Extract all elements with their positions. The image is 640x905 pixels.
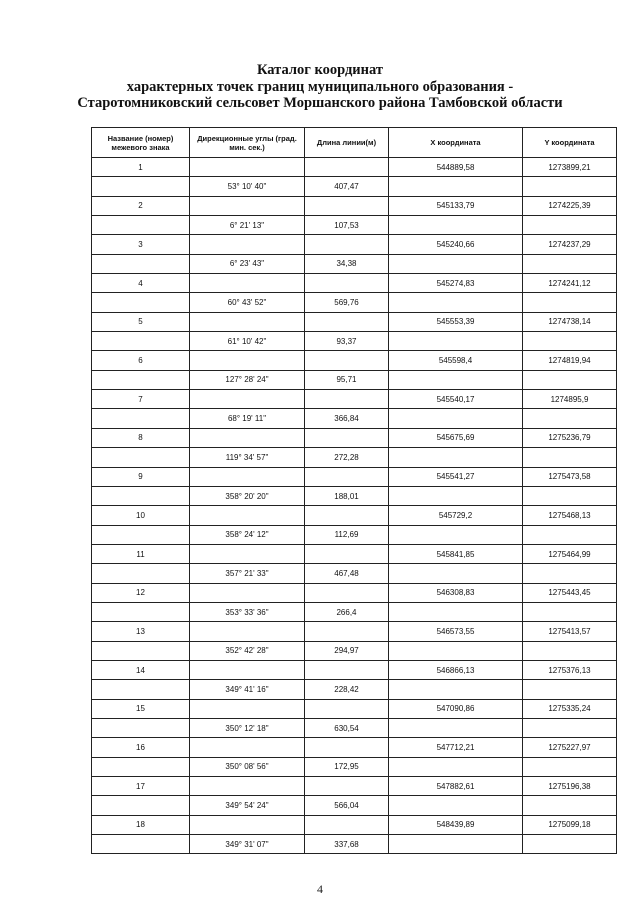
y-coordinate: 1275376,13 <box>523 660 617 679</box>
title-line-1: Каталог координат <box>256 62 384 78</box>
empty-cell <box>92 602 190 621</box>
point-number: 7 <box>92 390 190 409</box>
empty-cell <box>523 564 617 583</box>
x-coordinate: 545133,79 <box>389 196 523 215</box>
empty-cell <box>523 757 617 776</box>
line-length: 366,84 <box>305 409 389 428</box>
page-number: 4 <box>317 882 323 896</box>
empty-cell <box>523 370 617 389</box>
empty-cell <box>523 680 617 699</box>
empty-cell <box>190 235 305 254</box>
direction-angle: 6° 23' 43" <box>190 254 305 273</box>
empty-cell <box>523 718 617 737</box>
empty-cell <box>389 254 523 273</box>
empty-cell <box>92 525 190 544</box>
table-row <box>92 409 617 428</box>
title-line-2: характерных точек границ муниципального образования - <box>126 78 514 95</box>
empty-cell <box>305 583 389 602</box>
empty-cell <box>523 486 617 505</box>
table-row <box>92 564 617 583</box>
direction-angle: 350° 12' 18" <box>190 718 305 737</box>
header-x: X координата <box>389 128 523 158</box>
direction-angle: 68° 19' 11" <box>190 409 305 428</box>
empty-cell <box>305 506 389 525</box>
table-row <box>92 506 617 525</box>
empty-cell <box>92 641 190 660</box>
x-coordinate: 545598,4 <box>389 351 523 370</box>
empty-cell <box>92 835 190 854</box>
line-length: 467,48 <box>305 564 389 583</box>
direction-angle: 6° 21' 13" <box>190 216 305 235</box>
line-length: 407,47 <box>305 177 389 196</box>
y-coordinate: 1275227,97 <box>523 738 617 757</box>
table-row <box>92 448 617 467</box>
empty-cell <box>92 332 190 351</box>
x-coordinate: 545553,39 <box>389 312 523 331</box>
y-coordinate: 1275443,45 <box>523 583 617 602</box>
direction-angle: 53° 10' 40" <box>190 177 305 196</box>
x-coordinate: 548439,89 <box>389 815 523 834</box>
point-number: 2 <box>92 196 190 215</box>
empty-cell <box>92 448 190 467</box>
line-length: 172,95 <box>305 757 389 776</box>
empty-cell <box>389 293 523 312</box>
point-number: 17 <box>92 777 190 796</box>
line-length: 266,4 <box>305 602 389 621</box>
line-length: 272,28 <box>305 448 389 467</box>
empty-cell <box>190 312 305 331</box>
empty-cell <box>389 641 523 660</box>
x-coordinate: 545675,69 <box>389 428 523 447</box>
point-number: 6 <box>92 351 190 370</box>
empty-cell <box>92 564 190 583</box>
empty-cell <box>389 602 523 621</box>
empty-cell <box>305 738 389 757</box>
table-row <box>92 680 617 699</box>
table-row <box>92 254 617 273</box>
empty-cell <box>190 158 305 177</box>
empty-cell <box>523 448 617 467</box>
empty-cell <box>92 680 190 699</box>
direction-angle: 119° 34' 57" <box>190 448 305 467</box>
empty-cell <box>190 777 305 796</box>
table-row <box>92 777 617 796</box>
table-row <box>92 525 617 544</box>
table-row <box>92 390 617 409</box>
table-row <box>92 641 617 660</box>
line-length: 630,54 <box>305 718 389 737</box>
y-coordinate: 1275099,18 <box>523 815 617 834</box>
table-row <box>92 274 617 293</box>
point-number: 11 <box>92 544 190 563</box>
table-row <box>92 815 617 834</box>
y-coordinate: 1274738,14 <box>523 312 617 331</box>
empty-cell <box>305 815 389 834</box>
direction-angle: 349° 54' 24" <box>190 796 305 815</box>
y-coordinate: 1275413,57 <box>523 622 617 641</box>
empty-cell <box>92 216 190 235</box>
x-coordinate: 547712,21 <box>389 738 523 757</box>
document-title <box>0 62 640 112</box>
line-length: 93,37 <box>305 332 389 351</box>
table-row <box>92 428 617 447</box>
table-row <box>92 196 617 215</box>
line-length: 228,42 <box>305 680 389 699</box>
empty-cell <box>92 757 190 776</box>
empty-cell <box>389 796 523 815</box>
direction-angle: 350° 08' 56" <box>190 757 305 776</box>
table-row <box>92 158 617 177</box>
header-angle: Дирекционные углы (град. мин. сек.) <box>190 128 305 158</box>
table-row <box>92 583 617 602</box>
empty-cell <box>92 486 190 505</box>
point-number: 18 <box>92 815 190 834</box>
table-row <box>92 660 617 679</box>
x-coordinate: 545841,85 <box>389 544 523 563</box>
y-coordinate: 1275468,13 <box>523 506 617 525</box>
empty-cell <box>523 796 617 815</box>
x-coordinate: 546308,83 <box>389 583 523 602</box>
empty-cell <box>190 583 305 602</box>
empty-cell <box>523 835 617 854</box>
header-name: Название (номер) межевого знака <box>92 128 190 158</box>
y-coordinate: 1274225,39 <box>523 196 617 215</box>
direction-angle: 127° 28' 24" <box>190 370 305 389</box>
table-row <box>92 370 617 389</box>
table-header-row <box>92 128 617 158</box>
line-length: 95,71 <box>305 370 389 389</box>
empty-cell <box>523 216 617 235</box>
empty-cell <box>190 467 305 486</box>
y-coordinate: 1275473,58 <box>523 467 617 486</box>
x-coordinate: 546866,13 <box>389 660 523 679</box>
y-coordinate: 1274237,29 <box>523 235 617 254</box>
point-number: 3 <box>92 235 190 254</box>
point-number: 12 <box>92 583 190 602</box>
line-length: 188,01 <box>305 486 389 505</box>
empty-cell <box>305 312 389 331</box>
coordinates-table <box>91 127 617 854</box>
x-coordinate: 545541,27 <box>389 467 523 486</box>
empty-cell <box>389 177 523 196</box>
x-coordinate: 547090,86 <box>389 699 523 718</box>
empty-cell <box>389 680 523 699</box>
empty-cell <box>92 718 190 737</box>
table-row <box>92 622 617 641</box>
line-length: 566,04 <box>305 796 389 815</box>
point-number: 5 <box>92 312 190 331</box>
empty-cell <box>305 351 389 370</box>
empty-cell <box>190 699 305 718</box>
empty-cell <box>190 351 305 370</box>
y-coordinate: 1274241,12 <box>523 274 617 293</box>
empty-cell <box>523 409 617 428</box>
empty-cell <box>305 699 389 718</box>
title-line-3: Старотомниковский сельсовет Моршанского района Тамбовской области <box>77 95 563 111</box>
empty-cell <box>305 544 389 563</box>
empty-cell <box>523 525 617 544</box>
x-coordinate: 545729,2 <box>389 506 523 525</box>
point-number: 10 <box>92 506 190 525</box>
empty-cell <box>190 274 305 293</box>
direction-angle: 349° 41' 16" <box>190 680 305 699</box>
empty-cell <box>389 564 523 583</box>
empty-cell <box>389 448 523 467</box>
empty-cell <box>190 660 305 679</box>
line-length: 112,69 <box>305 525 389 544</box>
empty-cell <box>389 409 523 428</box>
table-row <box>92 699 617 718</box>
y-coordinate: 1274895,9 <box>523 390 617 409</box>
direction-angle: 357° 21' 33" <box>190 564 305 583</box>
y-coordinate: 1273899,21 <box>523 158 617 177</box>
empty-cell <box>190 738 305 757</box>
empty-cell <box>92 796 190 815</box>
empty-cell <box>305 274 389 293</box>
x-coordinate: 546573,55 <box>389 622 523 641</box>
table-row <box>92 293 617 312</box>
point-number: 4 <box>92 274 190 293</box>
empty-cell <box>389 332 523 351</box>
empty-cell <box>305 622 389 641</box>
empty-cell <box>389 370 523 389</box>
point-number: 16 <box>92 738 190 757</box>
empty-cell <box>305 467 389 486</box>
point-number: 1 <box>92 158 190 177</box>
empty-cell <box>389 835 523 854</box>
table-row <box>92 332 617 351</box>
table-row <box>92 718 617 737</box>
empty-cell <box>190 544 305 563</box>
table-row <box>92 235 617 254</box>
table-row <box>92 351 617 370</box>
y-coordinate: 1275236,79 <box>523 428 617 447</box>
table-row <box>92 177 617 196</box>
table-row <box>92 486 617 505</box>
point-number: 13 <box>92 622 190 641</box>
table-body <box>92 158 617 854</box>
table-row <box>92 467 617 486</box>
empty-cell <box>523 177 617 196</box>
empty-cell <box>190 815 305 834</box>
line-length: 337,68 <box>305 835 389 854</box>
table-row <box>92 757 617 776</box>
x-coordinate: 547882,61 <box>389 777 523 796</box>
point-number: 15 <box>92 699 190 718</box>
direction-angle: 61° 10' 42" <box>190 332 305 351</box>
empty-cell <box>523 641 617 660</box>
empty-cell <box>305 777 389 796</box>
empty-cell <box>305 196 389 215</box>
x-coordinate: 545274,83 <box>389 274 523 293</box>
direction-angle: 358° 20' 20" <box>190 486 305 505</box>
empty-cell <box>190 622 305 641</box>
empty-cell <box>389 757 523 776</box>
table-row <box>92 796 617 815</box>
direction-angle: 349° 31' 07" <box>190 835 305 854</box>
header-y: Y координата <box>523 128 617 158</box>
direction-angle: 358° 24' 12" <box>190 525 305 544</box>
table-row <box>92 216 617 235</box>
empty-cell <box>190 196 305 215</box>
line-length: 34,38 <box>305 254 389 273</box>
table-row <box>92 544 617 563</box>
empty-cell <box>92 370 190 389</box>
empty-cell <box>305 428 389 447</box>
empty-cell <box>389 525 523 544</box>
empty-cell <box>92 177 190 196</box>
empty-cell <box>389 486 523 505</box>
direction-angle: 352° 42' 28" <box>190 641 305 660</box>
empty-cell <box>523 293 617 312</box>
x-coordinate: 545540,17 <box>389 390 523 409</box>
empty-cell <box>389 718 523 737</box>
y-coordinate: 1275196,38 <box>523 777 617 796</box>
empty-cell <box>92 409 190 428</box>
direction-angle: 353° 33' 36" <box>190 602 305 621</box>
point-number: 14 <box>92 660 190 679</box>
x-coordinate: 545240,66 <box>389 235 523 254</box>
table-row <box>92 835 617 854</box>
empty-cell <box>190 506 305 525</box>
empty-cell <box>190 428 305 447</box>
y-coordinate: 1275464,99 <box>523 544 617 563</box>
empty-cell <box>92 254 190 273</box>
empty-cell <box>92 293 190 312</box>
empty-cell <box>523 332 617 351</box>
empty-cell <box>523 254 617 273</box>
empty-cell <box>305 235 389 254</box>
header-length: Длина линии(м) <box>305 128 389 158</box>
y-coordinate: 1274819,94 <box>523 351 617 370</box>
empty-cell <box>190 390 305 409</box>
empty-cell <box>305 660 389 679</box>
empty-cell <box>389 216 523 235</box>
point-number: 9 <box>92 467 190 486</box>
direction-angle: 60° 43' 52" <box>190 293 305 312</box>
empty-cell <box>305 158 389 177</box>
empty-cell <box>523 602 617 621</box>
y-coordinate: 1275335,24 <box>523 699 617 718</box>
table-row <box>92 738 617 757</box>
line-length: 294,97 <box>305 641 389 660</box>
table-row <box>92 312 617 331</box>
table-row <box>92 602 617 621</box>
x-coordinate: 544889,58 <box>389 158 523 177</box>
line-length: 569,76 <box>305 293 389 312</box>
line-length: 107,53 <box>305 216 389 235</box>
empty-cell <box>305 390 389 409</box>
point-number: 8 <box>92 428 190 447</box>
